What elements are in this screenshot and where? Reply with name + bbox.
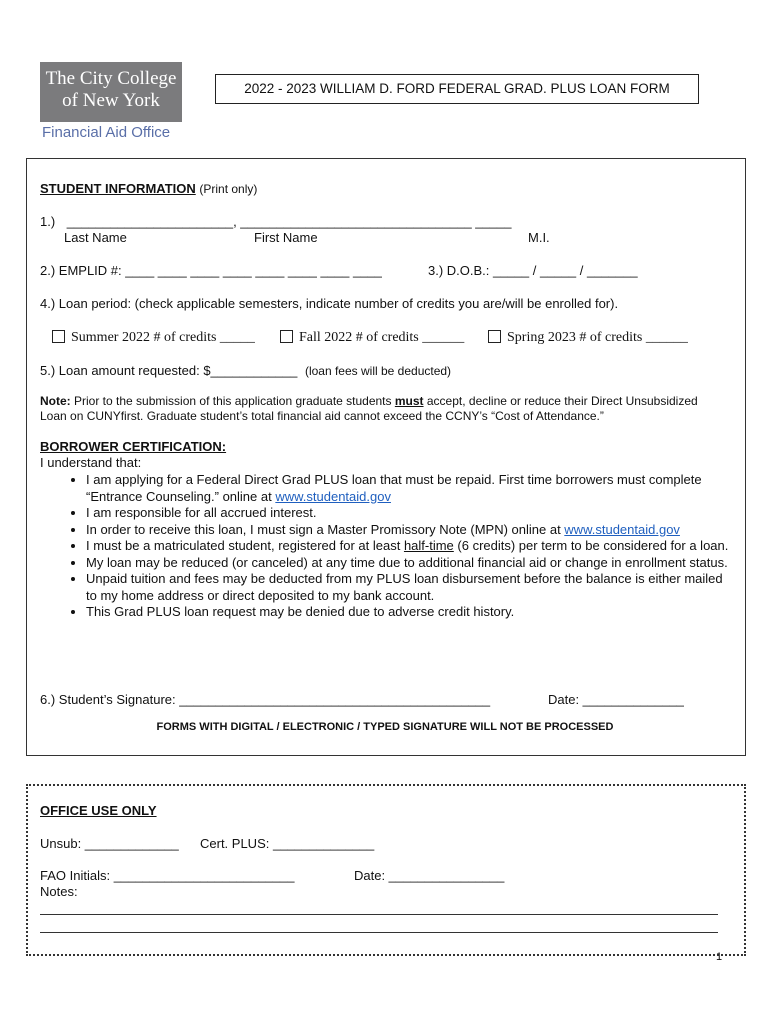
loan-amount-field[interactable] — [40, 363, 451, 378]
fao-initials-field[interactable]: FAO Initials: _________________________ — [40, 868, 295, 883]
cert-item-1 — [86, 472, 736, 505]
loan-period-question: 4.) Loan period: (check applicable semesters, indicate number of credits you are/will be enrolled for). — [40, 296, 619, 311]
summer-option[interactable] — [52, 328, 255, 346]
studentaid-link-2[interactable]: www.studentaid.gov — [564, 521, 680, 537]
summer-label: Summer 2022 # of credits _____ — [71, 330, 255, 345]
cert-item-1-text: I am applying for a Federal Direct Grad PLUS loan that must be repaid. First time borrowers must complete “Entrance Counseling.” online at — [86, 472, 702, 504]
spring-option[interactable] — [488, 328, 688, 346]
dob-field[interactable]: 3.) D.O.B.: _____ / _____ / _______ — [428, 263, 638, 278]
student-info-title: STUDENT INFORMATION — [40, 181, 196, 196]
college-logo — [40, 62, 182, 122]
page-number: 1 — [716, 951, 723, 963]
loan-amount-note: (loan fees will be deducted) — [304, 364, 452, 378]
label-last-name: Last Name — [64, 230, 127, 245]
cert-item-4-text-b: (6 credits) per term to be considered for a loan. — [453, 538, 729, 553]
signature-date-field[interactable]: Date: ______________ — [548, 692, 684, 707]
unsub-field[interactable]: Unsub: _____________ — [40, 836, 179, 851]
emplid-field[interactable]: 2.) EMPLID #: ____ ____ ____ ____ ____ ____ ____ ____ — [40, 263, 382, 278]
cert-item-6: • Unpaid tuition and fees may be deducted from my PLUS loan disbursement before the balance is either mailed to my home address or direct deposited to my bank account. — [86, 571, 736, 604]
spring-label: Spring 2023 # of credits ______ — [507, 330, 688, 345]
label-first-name: First Name — [254, 230, 318, 245]
borrower-certification-title: BORROWER CERTIFICATION: — [40, 439, 227, 454]
notes-label: Notes: — [40, 884, 78, 899]
spring-checkbox[interactable] — [488, 330, 501, 343]
note-text-a: Prior to the submission of this application graduate students — [70, 394, 395, 408]
cert-item-3 — [86, 522, 736, 539]
summer-checkbox[interactable] — [52, 330, 65, 343]
cert-item-5: • My loan may be reduced (or canceled) at any time due to additional financial aid or change in enrollment status. — [86, 555, 736, 572]
loan-amount-label[interactable]: 5.) Loan amount requested: $____________ — [40, 363, 298, 378]
logo-line-1: The City College — [45, 68, 177, 89]
office-date-field[interactable]: Date: ________________ — [354, 868, 505, 883]
name-line[interactable] — [40, 214, 511, 229]
notes-line-1[interactable] — [40, 914, 718, 915]
q1-number: 1.) — [40, 214, 56, 229]
note-label: Note: — [40, 394, 71, 408]
cert-plus-field[interactable]: Cert. PLUS: ______________ — [200, 836, 375, 851]
cert-item-2: • I am responsible for all accrued interest. — [86, 505, 736, 522]
cert-item-4-text-a: I must be a matriculated student, registered for at least — [86, 538, 404, 553]
note-line-2: Loan on CUNYfirst. Graduate student’s total financial aid cannot exceed the CCNY’s “Cost of Attendance.” — [40, 409, 604, 423]
signature-warning: FORMS WITH DIGITAL / ELECTRONIC / TYPED SIGNATURE WILL NOT BE PROCESSED — [156, 721, 614, 733]
office-use-title: OFFICE USE ONLY — [40, 803, 157, 818]
certification-intro: I understand that: — [40, 455, 142, 470]
fall-option[interactable] — [280, 328, 464, 346]
student-info-heading — [40, 181, 257, 196]
notes-line-2[interactable] — [40, 932, 718, 933]
fall-label: Fall 2022 # of credits ______ — [299, 330, 465, 345]
label-mi: M.I. — [528, 230, 550, 245]
half-time-text: half-time — [403, 538, 454, 553]
fall-checkbox[interactable] — [280, 330, 293, 343]
cert-item-7: • This Grad PLUS loan request may be denied due to adverse credit history. — [86, 604, 736, 621]
note-text-b: accept, decline or reduce their Direct Unsubsidized — [423, 394, 698, 408]
form-title: 2022 - 2023 WILLIAM D. FORD FEDERAL GRAD. PLUS LOAN FORM — [215, 74, 699, 104]
signature-field[interactable]: 6.) Student’s Signature: ___________________________________________ — [40, 692, 491, 707]
cert-item-3-text: In order to receive this loan, I must sign a Master Promissory Note (MPN) online at — [86, 521, 565, 537]
logo-subtitle: Financial Aid Office — [42, 124, 171, 141]
student-info-note: (Print only) — [199, 182, 258, 196]
logo-line-2: of New York — [62, 90, 160, 111]
studentaid-link-1[interactable]: www.studentaid.gov — [275, 488, 391, 504]
certification-list — [60, 472, 736, 621]
name-blanks[interactable]: _______________________, ________________________________ _____ — [66, 214, 512, 229]
cert-item-4 — [86, 538, 736, 555]
note-line-1 — [40, 394, 698, 408]
note-must: must — [394, 394, 424, 408]
